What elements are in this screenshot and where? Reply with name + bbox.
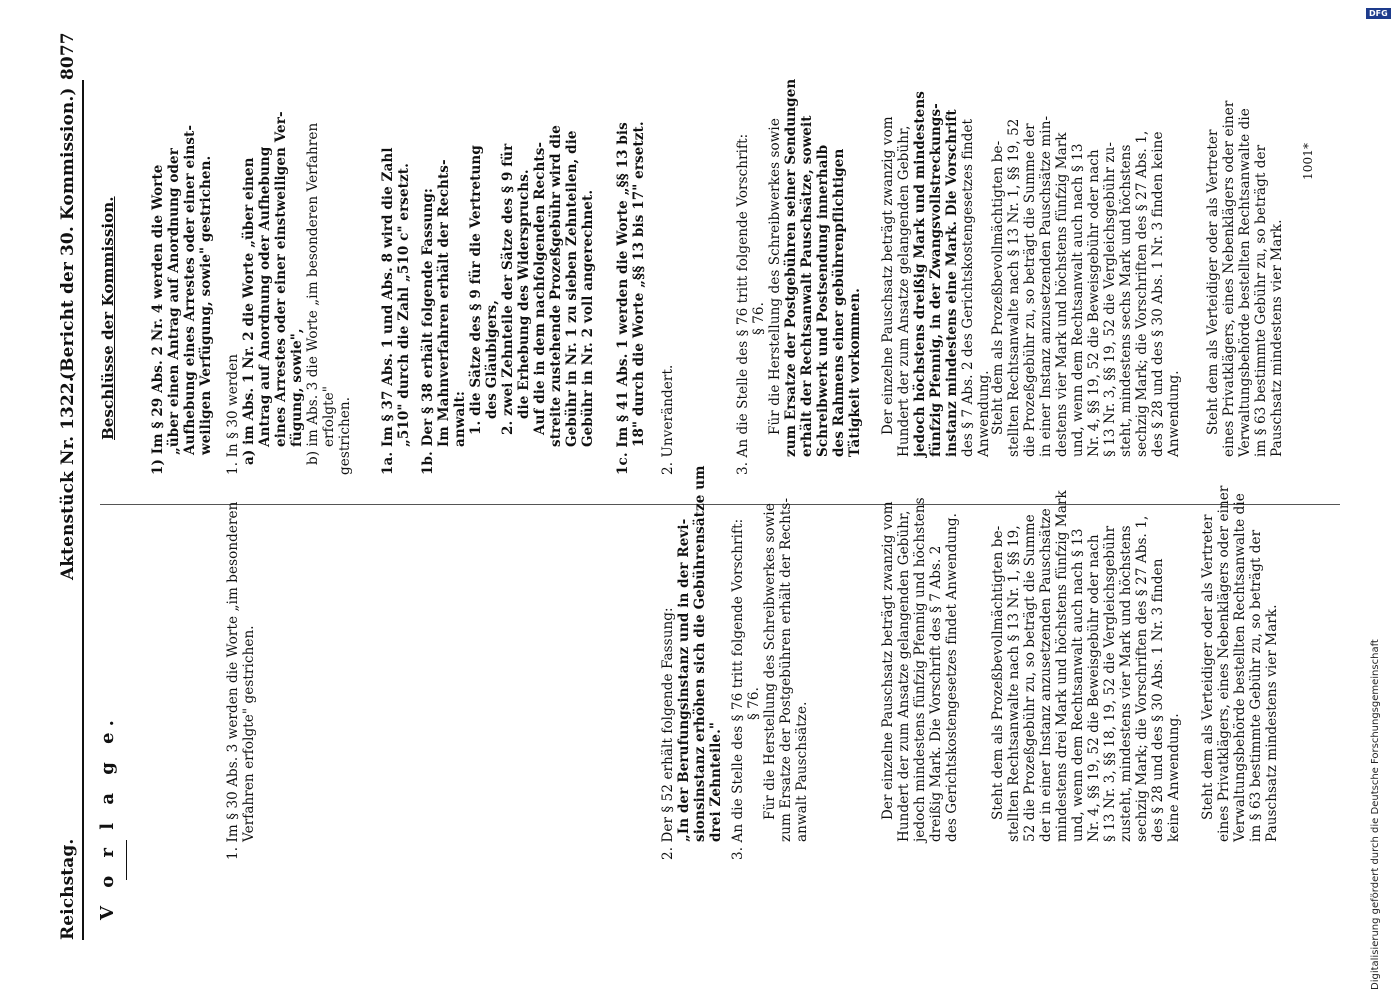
- text-line: streite zustehende Prozeßgebühr wird die: [548, 125, 564, 447]
- text-line: des § 7 Abs. 2 des Gerichtskostengesetzes findet: [960, 118, 976, 457]
- text-line: Pauschsatz mindestens vier Mark.: [1269, 219, 1285, 457]
- header-left: Reichstag.: [58, 838, 78, 940]
- text-line: gestrichen.: [337, 396, 353, 475]
- text-line: die Prozeßgebühr zu, so beträgt die Summe der: [1022, 123, 1038, 457]
- text-line: eines Privatklägers, eines Nebenklägers oder einer: [1221, 100, 1237, 457]
- text-line: Aufhebung eines Arrestes oder einer einst-: [182, 124, 198, 455]
- text-line: Gebühr in Nr. 2 voll angerechnet.: [580, 189, 596, 447]
- text-line: Im Mahnverfahren erhält der Rechts-: [436, 159, 452, 447]
- text-line: destens vier Mark und höchstens fünfzig Mark: [1054, 132, 1070, 457]
- text-line: erfolgte": [321, 385, 337, 447]
- text-line: erhält der Rechtsanwalt Pauschsätze, soweit: [799, 115, 815, 457]
- text-line: 3. An die Stelle des § 76 tritt folgende Vorschrift:: [735, 133, 751, 475]
- text-line: Der einzelne Pauschsatz beträgt zwanzig vom: [880, 116, 896, 435]
- text-line: jedoch mindestens fünfzig Pfennig und höchstens: [912, 497, 928, 842]
- text-line: Verwaltungsbehörde bestellten Rechtsanwalte die: [1237, 108, 1253, 457]
- text-line: Für die Herstellung des Schreibwerkes sowie: [762, 503, 778, 820]
- page-number: 8077: [58, 32, 78, 80]
- text-line: 1. die Sätze des § 9 für die Vertretung: [468, 145, 484, 435]
- text-line: des § 28 und des § 30 Abs. 1 Nr. 3 finden keine: [1150, 131, 1166, 457]
- dfg-logo: DFG: [1366, 8, 1391, 19]
- text-line: des § 28 und des § 30 Abs. 1 Nr. 3 finden: [1150, 558, 1166, 842]
- text-line: § 76.: [746, 686, 762, 720]
- text-line: 1. Im § 30 Abs. 3 werden die Worte „im besonderen: [225, 501, 241, 860]
- text-line: mindestens drei Mark und höchstens fünfzig Mark: [1054, 490, 1070, 842]
- text-line: 2. zwei Zehnteile der Sätze des § 9 für: [500, 143, 516, 435]
- header-center: Aktenstück Nr. 1322.: [58, 376, 78, 580]
- text-line: Auf die in dem nachfolgenden Rechts-: [532, 141, 548, 435]
- text-line: Verwaltungsbehörde bestellten Rechtsanwalte die: [1232, 493, 1248, 842]
- text-line: weiligen Verfügung, sowie" gestrichen.: [198, 155, 214, 455]
- header-center-note: (Bericht der 30. Kommission.): [58, 87, 78, 380]
- text-line: „über einen Antrag auf Anordnung oder: [166, 148, 182, 455]
- text-line: Schreibwerk und Postsendung innerhalb: [815, 144, 831, 457]
- text-line: eines Arrestes oder einer einstweiligen Ver-: [273, 111, 289, 447]
- text-line: Anwendung.: [1166, 370, 1182, 457]
- text-line: b) im Abs. 3 die Worte „im besonderen Verfahren: [305, 122, 321, 465]
- text-line: 1b. Der § 38 erhält folgende Fassung:: [420, 188, 436, 475]
- text-line: instanz mindestens eine Mark. Die Vorschrift: [944, 109, 960, 457]
- text-line: stellten Rechtsanwalte nach § 13 Nr. 1, §§ 19, 52: [1006, 118, 1022, 457]
- text-line: Pauschsatz mindestens vier Mark.: [1264, 604, 1280, 842]
- text-line: Anwendung.: [976, 370, 992, 457]
- text-line: in einer Instanz anzusetzenden Pauschsätze min-: [1038, 115, 1054, 457]
- text-line: sechzig Mark; die Vorschriften des § 27 Abs. 1,: [1134, 515, 1150, 842]
- text-line: zum Ersatze der Postgebühren seiner Sendungen: [783, 78, 799, 457]
- text-line: zusteht, mindestens vier Mark und höchstens: [1118, 525, 1134, 842]
- text-line: sionsinstanz erhöhen sich die Gebührensätze um: [692, 465, 708, 842]
- text-line: 3. An die Stelle des § 76 tritt folgende Vorschrift:: [730, 518, 746, 860]
- text-line: § 13 Nr. 3, §§ 18, 19, 52 die Vergleichsgebühr: [1102, 525, 1118, 842]
- text-line: 52 die Prozeßgebühr zu, so beträgt die Summe: [1022, 514, 1038, 842]
- text-line: 18" durch die Worte „§§ 13 bis 17" ersetzt.: [631, 121, 647, 447]
- text-line: a) im Abs. 1 Nr. 2 die Worte „über einen: [241, 157, 257, 465]
- text-line: die Erhebung des Widerspruchs.: [516, 169, 532, 419]
- text-line: steht, mindestens sechs Mark und höchstens: [1118, 144, 1134, 457]
- text-line: jedoch höchstens dreißig Mark und mindestens: [912, 91, 928, 457]
- text-line: eines Privatklägers, eines Nebenklägers oder einer: [1216, 485, 1232, 842]
- text-line: Steht dem als Prozeßbevollmächtigten be-: [990, 525, 1006, 820]
- text-line: der in einer Instanz anzusetzenden Pauschsätze: [1038, 508, 1054, 842]
- text-line: im § 63 bestimmte Gebühr zu, so beträgt der: [1248, 529, 1264, 842]
- text-line: Hundert der zum Ansatze gelangenden Gebühr,: [896, 125, 912, 457]
- text-line: des Rahmens einer gebührenpflichtigen: [831, 148, 847, 457]
- text-line: dreißig Mark. Die Vorschrift des § 7 Abs. 2: [928, 545, 944, 842]
- text-line: 1c. Im § 41 Abs. 1 werden die Worte „§§ 13 bis: [615, 122, 631, 475]
- dfg-funding-note: Digitalisierung gefördert durch die Deutsche Forschungsgemeinschaft: [1370, 639, 1381, 990]
- column-divider: [100, 504, 1340, 505]
- beschluesse-heading: Beschlüsse der Kommission.: [99, 196, 117, 440]
- text-line: 1. In § 30 werden: [225, 353, 241, 475]
- text-line: Der einzelne Pauschsatz beträgt zwanzig vom: [880, 501, 896, 820]
- text-line: Antrag auf Anordnung oder Aufhebung: [257, 146, 273, 447]
- text-line: Gebühr in Nr. 1 zu sieben Zehnteilen, die: [564, 130, 580, 447]
- text-line: drei Zehnteile.": [708, 721, 724, 842]
- vorlage-underline: [126, 840, 127, 880]
- text-line: Verfahren erfolgte" gestrichen.: [241, 625, 257, 842]
- text-line: fügung, sowie",: [289, 328, 305, 447]
- text-line: keine Anwendung.: [1166, 713, 1182, 842]
- text-line: stellten Rechtsanwalte nach § 13 Nr. 1, §§ 19,: [1006, 525, 1022, 842]
- vorlage-heading: V o r l a g e.: [97, 714, 118, 920]
- text-line: anwalt:: [452, 391, 468, 447]
- text-line: „510" durch die Zahl „510 c" ersetzt.: [396, 163, 412, 447]
- text-line: des Gerichtskostengesetzes findet Anwendung.: [944, 512, 960, 842]
- text-line: des Gläubigers,: [484, 299, 500, 419]
- text-line: 1) Im § 29 Abs. 2 Nr. 4 werden die Worte: [150, 164, 166, 475]
- text-line: Hundert der zum Ansatze gelangenden Gebühr,: [896, 510, 912, 842]
- text-line: sechzig Mark; die Vorschriften des § 27 Abs. 1,: [1134, 130, 1150, 457]
- text-line: und, wenn dem Rechtsanwalt auch nach § 13: [1070, 143, 1086, 457]
- text-line: § 13 Nr. 3, §§ 19, 52 die Vergleichsgebühr zu-: [1102, 141, 1118, 457]
- text-line: im § 63 bestimmte Gebühr zu, so beträgt der: [1253, 144, 1269, 457]
- text-line: Nr. 4, §§ 19, 52 die Beweisgebühr oder nach: [1086, 534, 1102, 842]
- text-line: Tätigkeit vorkommen.: [847, 288, 863, 457]
- text-line: 2. Der § 52 erhält folgende Fassung:: [660, 607, 676, 860]
- text-line: anwalt Pauschsätze.: [794, 701, 810, 842]
- text-line: fünfzig Pfennig, in der Zwangsvollstreckungs-: [928, 103, 944, 457]
- text-line: Steht dem als Verteidiger oder als Vertreter: [1200, 514, 1216, 820]
- text-line: und, wenn dem Rechtsanwalt auch nach § 13: [1070, 528, 1086, 842]
- text-line: § 76.: [751, 301, 767, 335]
- text-line: Nr. 4, §§ 19, 52 die Beweisgebühr oder nach: [1086, 149, 1102, 457]
- header-rule: [82, 80, 84, 940]
- footer-mark: 1001*: [1301, 142, 1315, 180]
- text-line: 1a. Im § 37 Abs. 1 und Abs. 8 wird die Zahl: [380, 147, 396, 475]
- text-line: Steht dem als Verteidiger oder als Vertreter: [1205, 129, 1221, 435]
- text-line: Für die Herstellung des Schreibwerkes sowie: [767, 118, 783, 435]
- text-line: 2. Unverändert.: [660, 364, 676, 475]
- text-line: Steht dem als Prozeßbevollmächtigten be-: [990, 140, 1006, 435]
- text-line: „In der Berufungsinstanz und in der Revi-: [676, 518, 692, 842]
- text-line: zum Ersatze der Postgebühren erhält der Rechts-: [778, 497, 794, 842]
